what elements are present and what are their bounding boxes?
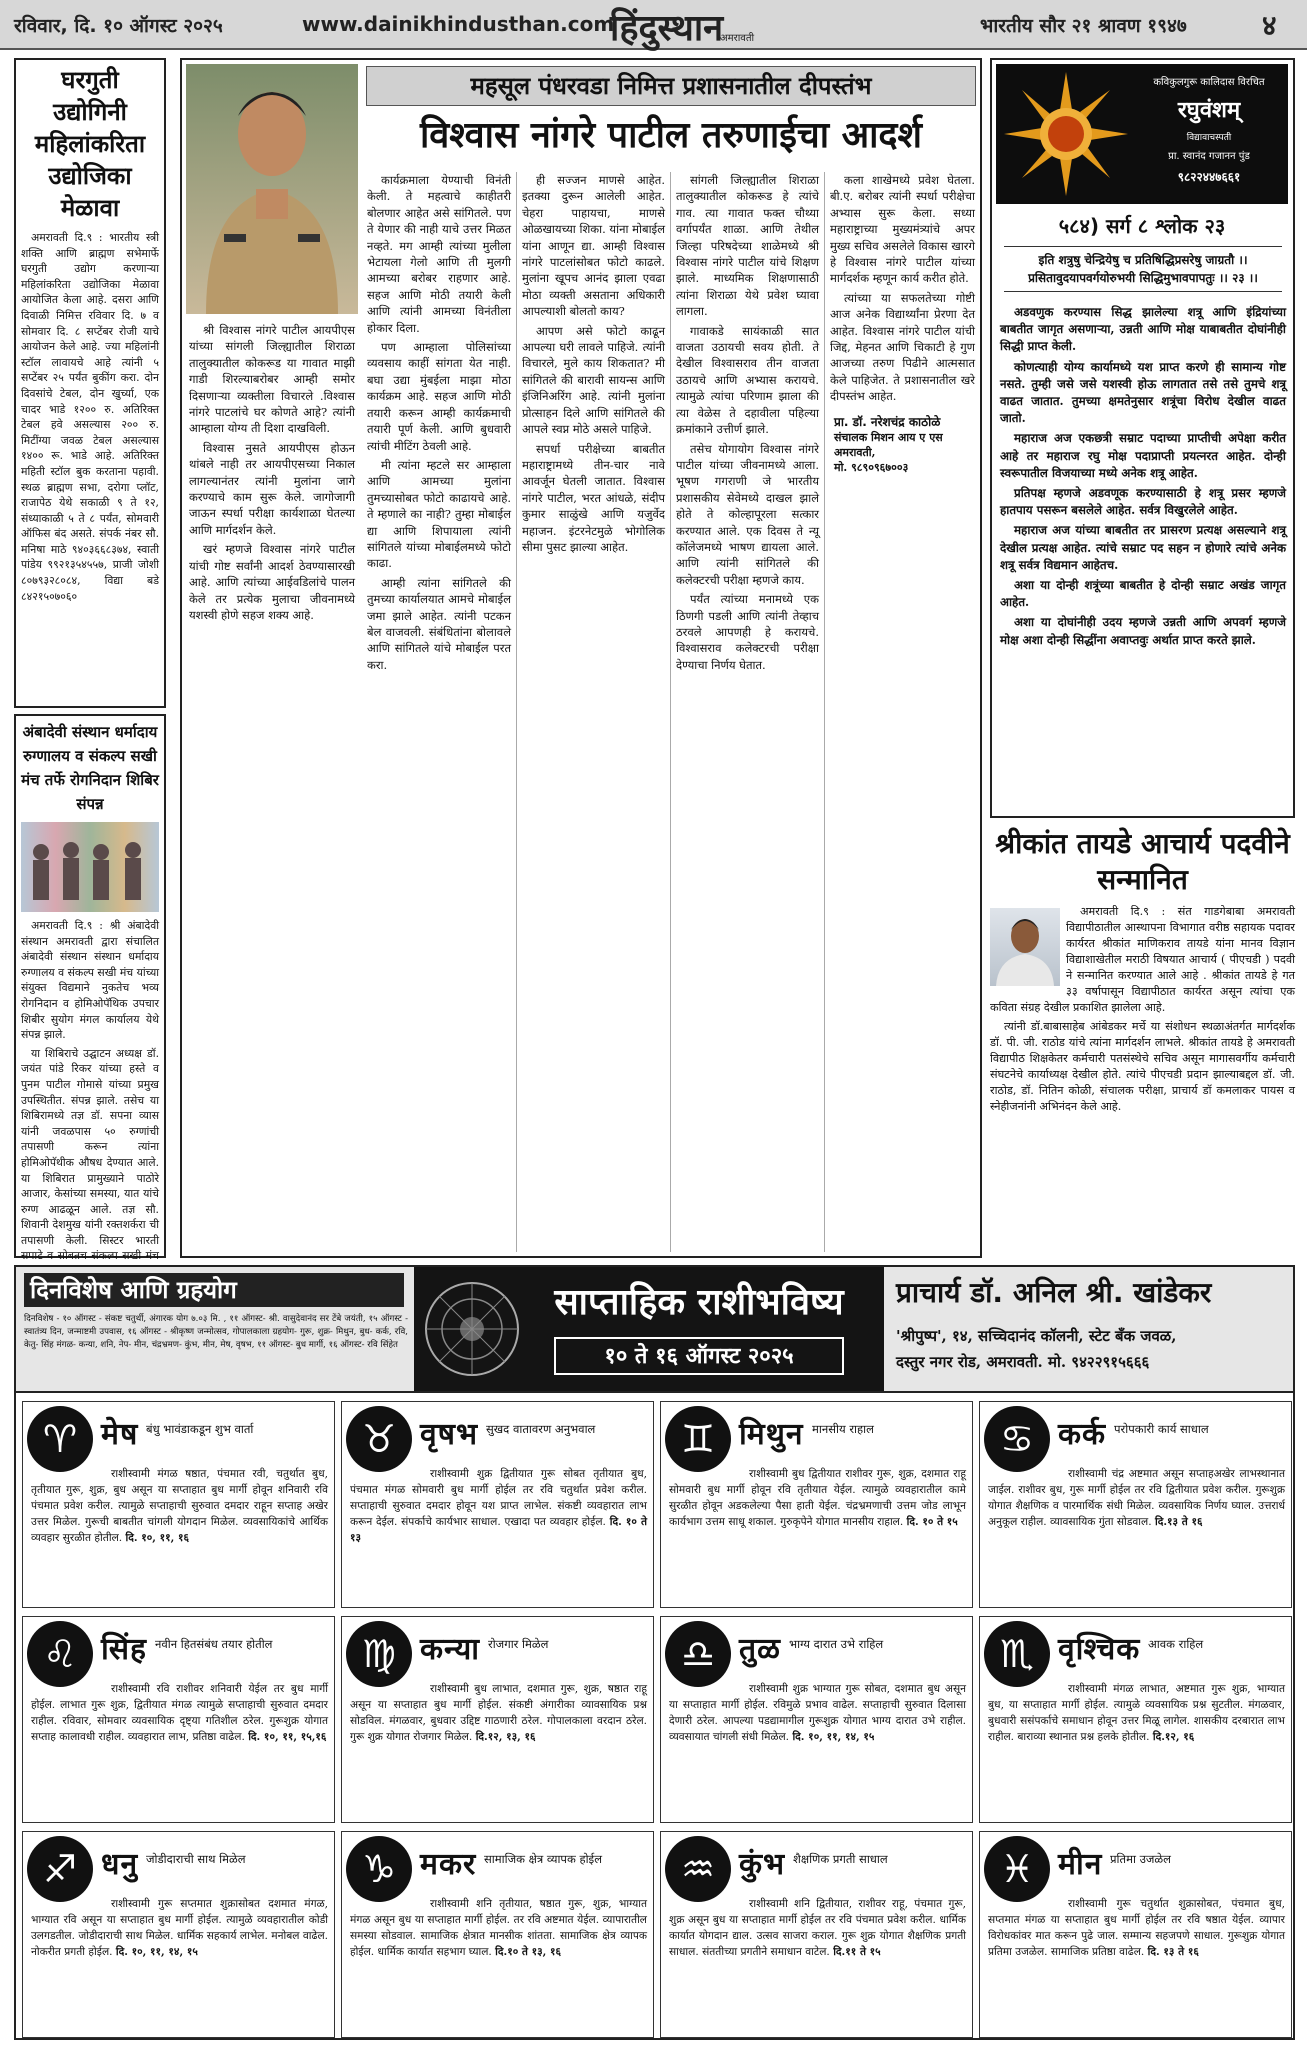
rv-para-2: कोणत्याही योग्य कार्यामध्ये यश प्राप्त करणे ही सामान्य गोष्ट नसते. तुम्ही जसे जसे यशस्वी होऊ लागतात तसे तसे तुमचे शत्रू वाढत जातात. तुमच्या क्षमतेनुसार शत्रूंचा विरोध देखील वाढत जातो. <box>1000 359 1286 426</box>
rashi-card <box>979 1616 1292 1823</box>
tayde-headline: श्रीकांत तायडे आचार्य पदवीने सन्मानित <box>995 827 1290 896</box>
raghuvansham-column <box>990 58 1295 818</box>
page-number: ४ <box>1262 9 1277 42</box>
col3-para-3: तसेच योगायोग विश्वास नांगरे पाटील यांच्या जीवनामध्ये आला. भूषण गगराणी जे भारतीय प्रशासकीय सेवेमध्ये दाखल झाले होते ते कोल्हापूरला सत्कार करण्यात आले. एक दिवस ते न्यू कॉलेजमध्ये भाषण द्यायला आले. आणि त्यांनी सांगितले की कलेक्टरची परीक्षा म्हणजे काय. <box>676 441 819 587</box>
tayde-photo <box>990 908 1060 986</box>
header-date: रविवार, दि. १० ऑगस्ट २०२५ <box>14 15 223 37</box>
left-column <box>14 58 166 1263</box>
rashi-lucky-dates: दि. १०, ११, १४, १५ <box>792 1731 875 1743</box>
rashi-lucky-dates: दि. १०, ११, १४, १५ <box>115 1946 198 1958</box>
ad-title: कविकुलगुरू कालिदास विरचित <box>1153 77 1265 88</box>
rashi-prediction-text: राशीस्वामी शनि द्वितीयात, राशीवर राहू, पंचमात गुरू, शुक्र असून बुध या सप्ताहात मार्गी होईल तर रवि पंचमात प्रवेश करील. धार्मिक कार्यात योगदान द्याल. उत्सव साजरा कराल. गुरू शुक्र योगात शैक्षणिक प्रगती साधाल. संततीच्या प्रगतीने समाधान वाटेल. <box>669 1898 966 1958</box>
zodiac-sign-icon: ♌ <box>27 1621 93 1687</box>
rashi-prediction <box>350 1466 647 1546</box>
rashi-card <box>341 1616 654 1823</box>
rashi-prediction-text: राशीस्वामी मंगळ लाभात, अष्टमात गुरू शुक्र, भाग्यात बुध, या सप्ताहात मार्गी होईल. त्यामुळे व्यवसायिक प्रश्न सुटतील. मंगळवार, बुधवारी ससंपर्काचे समाधान होवून उत्तर मिळू लागेल. शासकीय दरबारात लाभ राहील. बाराव्या स्थानात प्रश्न हलके होतील. <box>988 1683 1285 1743</box>
col3-para-2: गावाकडे सायंकाळी सात वाजता उठायची सवय होती. ते देखील विश्वासराव तीन वाजता उठायचे आणि अभ्यास करायचे. त्यामुळे त्यांचा परिणाम झाला की त्या वेळेस ते दहावीला पहिल्या क्रमांकाने उत्तीर्ण झाले. <box>676 323 819 437</box>
article-kicker: महसूल पंधरवडा निमित्त प्रशासनातील दीपस्तंभ <box>366 66 976 106</box>
rashi-subtitle: नवीन हितसंबंध तयार होतील <box>155 1637 273 1651</box>
rashi-prediction <box>669 1896 966 1960</box>
rashi-prediction <box>988 1681 1285 1745</box>
author-city: अमरावती, <box>834 445 876 459</box>
rashi-card <box>341 1831 654 2038</box>
zodiac-sign-icon: ♎ <box>665 1621 731 1687</box>
rashi-prediction-text: राशीस्वामी चंद्र अष्टमात असून सप्ताहअखेर लाभस्थानात जाईल. राशीवर बुध, गुरू मार्गी होईल तर रवि द्वितीयात प्रवेश करील. गुरूशुक्र योगात शैक्षणिक व पारमार्थिक संधी मिळेल. व्यवसायिक निर्णय घ्याल. उत्तरार्ध अनुकूल राहील. व्यावसायिक गुंता सोडवाल. <box>988 1468 1285 1528</box>
zodiac-sign-icon: ♋ <box>984 1406 1050 1472</box>
rashi-card <box>660 1616 973 1823</box>
rashi-prediction-text: राशीस्वामी बुध लाभात, दशमात गुरू, शुक्र, षष्ठात राहू असून या सप्ताहात बुध मार्गी होईल. संकष्टी अंगारीका व्यावसायिक प्रश्न सोडविल. मंगळवार, बुधवार उद्दिष्ट गाठणारी ठरेल. गोपालकाला वरदान ठरेल. गुरू शुक्र योगात रोजगार मिळेल. <box>350 1683 647 1743</box>
rashi-subtitle: बंधु भावंडाकडून शुभ वार्ता <box>146 1422 254 1436</box>
ad-author: प्रा. स्वानंद गजानन पुंड <box>1168 151 1250 162</box>
rashi-name: धनु <box>101 1847 139 1882</box>
portrait-icon <box>990 908 1060 986</box>
rashi-name: कुंभ <box>739 1847 786 1882</box>
rashi-prediction <box>988 1466 1285 1530</box>
shloka: इति शत्रुषु चेन्द्रियेषु च प्रतिषिद्धिप्रसरेषु जाग्रतौ ।। प्रसितावुदयापवर्गयोरुभयी सिद्धिमुभावपापतुः ।। २३ ।। <box>1004 246 1282 292</box>
rashi-name: तुळ <box>739 1632 781 1667</box>
rashi-subtitle: आवक राहिल <box>1148 1637 1204 1651</box>
col2-para-1: ही सज्जन माणसे आहेत. इतक्या दुरून आलेली आहेत. चेहरा पाहायचा, माणसे ओळखायच्या शिका. यांना मोबाईल यांना आणून द्या. आम्ही विश्वास नांगरे पाटलांसोबत फोटो काढले. मुलांना खूपच आनंद झाला एवढा मोठा व्यक्ती असताना अधिकारी आपल्याशी बोलतो काय? <box>522 173 665 319</box>
author-title: संचालक मिशन आय ए एस <box>834 430 943 444</box>
rashi-name: वृश्चिक <box>1058 1632 1141 1667</box>
rv-para-5: महाराज अज यांच्या बाबतीत तर प्रासरण प्रत्यक्ष असल्याने शत्रू देखील प्रत्यक्ष आहेत. त्यांचे सम्राट पद सहन न होणारे त्यांचे अनेक शत्रू सर्वत्र विद्यमान आहेतच. <box>1000 523 1286 572</box>
rashi-card <box>22 1616 335 1823</box>
rashi-subtitle: परोपकारी कार्य साधाल <box>1114 1422 1209 1436</box>
zodiac-sign-icon: ♓ <box>984 1836 1050 1902</box>
page-header-bar <box>0 0 1307 50</box>
author-name: प्रा. डॉ. नरेशचंद्र काठोळे <box>834 414 941 429</box>
rashi-name: कर्क <box>1058 1417 1107 1452</box>
ambadevi-body-1: अमरावती दि.९ : श्री अंबादेवी संस्थान अमरावती द्वारा संचालित अंबादेवी संस्थान संस्थान धर्मादाय रुग्णालय व संकल्प सखी मंच यांच्या संयुक्त विद्यमाने नुकतेच भव्य रोगनिदान व होमिओपॅथिक उपचार शिबीर सुयोग मंगल कार्यालय येथे संपन्न झाले. <box>21 919 159 1042</box>
photo-caption: श्री विश्वास नांगरे पाटील आयपीएस यांच्या सांगली जिल्ह्यातील शिराळा तालुक्यातील कोकरूड या गावात माझी गाडी शिरल्याबरोबर आम्ही समोर दिसणाऱ्या व्यक्तीला विचारले .विश्वास नांगरे पाटलांचे घर कोणते आहे? त्यांनी आम्हाला योग्य ती दिशा दाखविली. <box>189 323 355 436</box>
article-columns <box>362 172 980 1252</box>
rashi-name: मिथुन <box>739 1417 804 1452</box>
horoscope-section <box>14 1265 1295 2040</box>
zodiac-sign-icon: ♍ <box>346 1621 412 1687</box>
main-col0-extra-1: विश्वास नुसते आयपीएस होऊन थांबले नाही तर आयपीएसच्या निकाल लागल्यानंतर त्यांनी मुलांना जागे करण्याचे काम सुरू केले. जागोजागी जाऊन स्पर्धा परीक्षा कार्यशाळा घेतल्या आणि मार्गदर्शन केले. <box>189 440 355 537</box>
rashi-prediction-text: राशीस्वामी शुक्र भाग्यात गुरू सोबत, दशमात बुध असून या सप्ताहात मार्गी होईल. रविमुळे प्रभाव वाढेल. सप्ताहाची सुरुवात दिलासा देणारी ठरेल. आपल्या पडद्यामागील गुरूशुक्र योगात भाग्य दारात उभे राहील. व्यवसायात चांगली संधी मिळेल. <box>669 1683 966 1743</box>
group-photo-icon <box>21 822 161 912</box>
rashi-prediction-text: राशीस्वामी गुरू सप्तमात शुक्रासोबत दशमात मंगळ, भाग्यात रवि असून या सप्ताहात बुध मार्गी होईल. त्यामुळे व्यवहारातील कोडी उलगडतील. जोडीदाराची साथ मिळेल. धार्मिक सहकार्य लाभेल. मनोबल वाढेल. नोकरीत प्रगती होईल. <box>31 1898 328 1958</box>
rashi-card <box>660 1831 973 2038</box>
main-article <box>180 58 982 1258</box>
weekly-title: साप्ताहिक राशीभविष्य <box>554 1281 844 1323</box>
author-phone: मो. ९८९०९६७००३ <box>834 460 909 474</box>
rashi-prediction <box>31 1896 328 1960</box>
rashi-subtitle: भाग्य दारात उभे राहिल <box>789 1637 884 1651</box>
col1-para-4: आम्ही त्यांना सांगितले की तुमच्या कार्यालयात आमचे मोबाईल जमा झाले आहेत. त्यांनी पटकन बेल वाजवली. संबंधितांना बोलावले आणि सांगितले यांचे मोबाईल परत करा. <box>367 575 511 672</box>
rashi-prediction <box>669 1681 966 1745</box>
rashi-card <box>341 1401 654 1608</box>
rashi-name: वृषभ <box>420 1417 479 1452</box>
rashi-lucky-dates: दि. १३ ते १६ <box>1147 1946 1199 1958</box>
author-signoff <box>830 413 975 475</box>
rashi-prediction-text: राशीस्वामी गुरू चतुर्थात शुक्रासोबत, पंचमात बुध, सप्तमात मंगळ या सप्ताहात बुध मार्गी होईल तर रवि षष्ठात येईल. व्यापार विरोधकांवर मात करून पुढे जाल. सम्मान्य सहजपणे साधाल. गुरूशुक्र योगात प्रतिमा उजळेल. सामाजिक प्रतिष्ठा वाढेल. <box>988 1898 1285 1958</box>
ad-sub: विद्यावाचस्पती <box>1186 133 1232 143</box>
rashi-name: कन्या <box>420 1632 481 1667</box>
portrait-icon <box>186 64 358 314</box>
rv-para-4: प्रतिपक्ष म्हणजे अडवणूक करण्यासाठी हे शत्रू प्रसर म्हणजे हातपाय पसरून बसलेले आहेत. सर्वत्र विखुरलेले आहेत. <box>1000 486 1286 518</box>
zodiac-wheel-icon <box>422 1279 522 1379</box>
rashi-lucky-dates: दि. १० ते १५ <box>906 1516 958 1528</box>
rashi-prediction-text: राशीस्वामी बुध द्वितीयात राशीवर गुरू, शुक्र, दशमात राहू सोमवारी बुध मार्गी होवून रवि तृतीयात येईल. त्यामुळे व्यवहारातील कामे सुरळीत होवून अडकलेल्या पैसा हाती येईल. चंद्रभ्रमणाची उत्तम जोड लाभून कार्यभाग उत्तम साधू शकाल. गुरुकृपेने योगात मानसीय राहाल. <box>669 1468 966 1528</box>
zodiac-sign-icon: ♊ <box>665 1406 731 1472</box>
zodiac-sign-icon: ♑ <box>346 1836 412 1902</box>
zodiac-sign-icon: ♐ <box>27 1836 93 1902</box>
weekly-banner <box>414 1267 884 1391</box>
rashi-prediction-text: राशीस्वामी मंगळ षष्ठात, पंचमात रवी, चतुर्थात बुध, तृतीयात गुरू, शुक्र, बुध असून या सप्ताहात बुध मार्गी होवून शनिवारी रवि पंचमात प्रवेश करील. त्यामुळे सप्ताहाची सुरुवात दमदार राहून सप्ताह अखेर उत्तर मिळेल. गुरूची बाबतीत चांगली योगदान मिळेल. व्यवसायिकांचे आर्थिक व्यवहार सुरळीत होतील. <box>31 1468 328 1544</box>
rashi-name: मेष <box>101 1417 139 1452</box>
rashi-subtitle: प्रतिमा उजळेल <box>1110 1852 1171 1866</box>
zodiac-sign-icon: ♈ <box>27 1406 93 1472</box>
rashi-lucky-dates: दि. १०, ११, १६ <box>125 1532 190 1544</box>
horoscope-header <box>16 1267 1293 1393</box>
ambadevi-photo <box>21 822 159 912</box>
col1-para-2: पण आम्हाला पोलिसांच्या व्यवसाय काहीं सांगता येत नाही. बघा उद्या मुंबईला माझा मोठा कार्यक्रम आहे. सहज आणि मोठी तयारी करून आम्ही कार्यक्रमाची तयारी पूर्ण केली. आणि बुधवारी त्यांची मीटिंग ठेवली आहे. <box>367 340 511 453</box>
rashi-name: मकर <box>420 1847 477 1882</box>
rashi-prediction <box>31 1681 328 1745</box>
rashi-prediction-text: राशीस्वामी शुक्र द्वितीयात गुरू सोबत तृतीयात बुध, पंचमात मंगळ सोमवारी बुध मार्गी होईल तर रवि चतुर्थात प्रवेश करील. सप्ताहाची सुरुवात दमदार होवून यश प्राप्त लाभेल. संकष्टी व्यवहारात लाभ करून देईल. संपर्काचे कार्यभार साधाल. एखादा पत व्यवहार होईल. <box>350 1468 647 1528</box>
rashi-prediction <box>669 1466 966 1530</box>
article-column-2 <box>516 172 670 1252</box>
rashi-subtitle: रोजगार मिळेल <box>488 1637 549 1651</box>
col4-para-2: त्यांच्या या सफलतेच्या गोष्टी आज अनेक विद्यार्थ्यांना प्रेरणा देत आहेत. विश्वास नांगरे पाटील यांची जिद्द, मेहनत आणि चिकाटी हे गुण आजच्या तरुण पिढीने आत्मसात केले पाहिजेत. ते प्रशासनातील खरे दीपस्तंभ आहेत. <box>830 290 975 404</box>
ad-name: रघुवंशम् <box>1177 97 1241 123</box>
masthead-edition: अमरावती <box>720 33 755 44</box>
officer-photo <box>186 64 358 314</box>
zodiac-sign-icon: ♉ <box>346 1406 412 1472</box>
sarg-heading: ५८४) सर्ग ८ श्लोक २३ <box>1058 214 1226 238</box>
rashi-card <box>660 1401 973 1608</box>
raghuvansham-body <box>1000 304 1286 652</box>
astrologer-addr-2: दस्तुर नगर रोड, अमरावती. मो. ९४२२९१५६६६ <box>896 1353 1150 1371</box>
rashi-lucky-dates: दि.१० ते १३, १६ <box>495 1946 562 1958</box>
dinvishesh-title: दिनविशेष आणि ग्रहयोग <box>24 1273 404 1307</box>
astrologer-name: प्राचार्य डॉ. अनिल श्री. खांडेकर <box>896 1276 1212 1309</box>
ambadevi-headline: अंबादेवी संस्थान धर्मादाय रुग्णालय व संकल्प सखी मंच तर्फे रोगनिदान शिबिर संपन्न <box>21 723 159 813</box>
rv-para-6: अशा या दोन्ही शत्रूंच्या बाबतीत हे दोन्ही सम्राट अखंड जागृत आहेत. <box>1000 578 1286 610</box>
rashi-subtitle: जोडीदाराची साथ मिळेल <box>146 1852 246 1866</box>
rashi-card <box>979 1831 1292 2038</box>
col3-para-4: पर्यंत त्यांच्या मनामध्ये एक ठिणगी पडली आणि त्यांनी तेव्हाच ठरवले आपणही हे करायचे. विश्वासराव कलेक्टरची परीक्षा देण्याचा निर्णय घेतात. <box>676 592 819 672</box>
rashi-lucky-dates: दि.१२, १३, १६ <box>475 1731 536 1743</box>
rashi-lucky-dates: दि.१३ ते १६ <box>1154 1516 1203 1528</box>
zodiac-sign-icon: ♏ <box>984 1621 1050 1687</box>
header-website[interactable]: www.dainikhindusthan.com <box>302 12 615 36</box>
article-column-3 <box>670 172 824 1252</box>
rashi-subtitle: मानसीय राहाल <box>812 1422 874 1436</box>
rashi-prediction <box>31 1466 328 1546</box>
ad-phone: ९८२२४४७६६१ <box>1177 170 1241 184</box>
rashi-lucky-dates: दि.१२, १६ <box>1152 1731 1195 1743</box>
ambadevi-body-2: या शिबिराचे उद्घाटन अध्यक्ष डॉ. जयंत पांडे रिकर यांच्या हस्ते व पुनम पाटील गोमासे यांच्या प्रमुख उपस्थितीत. संपन्न झाले. तसेच या शिबिरामध्ये तज्ञ डॉ. सपना व्यास यांनी जवळपास ५० रुग्णांची तपासणी करून त्यांना होमिओपॅथीक औषध देण्यात आले. या शिबिरात प्रामुख्याने पाठोरे आजार, केसांच्या समस्या, यात यांचे रुग्ण आढळून आले. तज्ञ सौ. शिवानी देशमुख यांनी रक्तशर्करा ची तपासणी केली. सिस्टर भारती सपाटे व सोबतच संकल्प सखी मंच <box>21 1046 159 1263</box>
rashi-prediction-text: राशीस्वामी रवि राशीवर शनिवारी येईल तर बुध मार्गी होईल. लाभात गुरू शुक्र, द्वितीयात मंगळ त्यामुळे सप्ताहाची सुरुवात दमदार राहील. रविवार, सोमवार व्यवसायिक दृष्ट्या गतिशील ठरेल. गुरूशुक्र योगात सप्ताह कालावधी राहील. व्यवहारात लाभ, प्रतिष्ठा वाढेल. <box>31 1683 328 1743</box>
col3-para-1: सांगली जिल्ह्यातील शिराळा तालुक्यातील कोकरूड हे त्यांचे गाव. त्या गावात फक्त चौथ्या वर्गापर्यंत शाळा. आणि तेथील जिल्हा परिषदेच्या शाळेमध्ये श्री विश्वास नांगरे पाटील यांचे शिक्षण झाले. माध्यमिक शिक्षणासाठी त्यांना शिराळा येथे प्रवेश घ्यावा लागला. <box>676 173 819 319</box>
col4-para-1: कला शाखेमध्ये प्रवेश घेतला. बी.ए. बरोबर त्यांनी स्पर्धा परीक्षेचा अभ्यास सुरू केला. सध्या महाराष्ट्राच्या मुख्यमंत्र्यांचे अपर मुख्य सचिव असलेले विकास खारगे हे विश्वास नांगरे पाटील यांच्या मार्गदर्शक म्हणून कार्य करीत होते. <box>830 173 975 286</box>
zodiac-sign-icon: ♒ <box>665 1836 731 1902</box>
rashi-name: सिंह <box>101 1632 147 1667</box>
rashi-card <box>22 1831 335 2038</box>
tayde-para-1: अमरावती दि.९ : संत गाडगेबाबा अमरावती विद्यापीठातील आस्थापना विभागात वरीष्ठ सहायक पदावर कार्यरत श्रीकांत माणिकराव तायडे यांना मानव विज्ञान विद्याशाखेतील मराठी विषयात आचार्य ( पीएचडी ) पदवी ने सन्मानित करण्यात आले आहे . श्रीकांत तायडे हे गत ३३ वर्षापासून विद्यापीठात कार्यरत असून त्यांचा एक कविता संग्रह देखील प्रकाशित झालेला आहे. <box>990 905 1295 1014</box>
main-col0-extra-2: खरं म्हणजे विश्वास नांगरे पाटील यांची गोष्ट सर्वांनी आदर्श ठेवण्यासारखी आहे. आणि त्यांच्या आईवडिलांचे पालन केले तर प्रत्येक मुलाचा जीवनामध्ये यशस्वी होणे सहज शक्य आहे. <box>189 542 355 622</box>
tayde-para-2: त्यांनी डॉ.बाबासाहेब आंबेडकर मर्चे या संशोधन स्थळाअंतर्गत मार्गदर्शक डॉ. पी. जी. राठोड यांचे त्यांना मार्गदर्शन लाभले. श्रीकांत तायडे हे अमरावती विद्यापीठ शिक्षकेतर कर्मचारी पतसंस्थेचे सचिव असून मागासवर्गीय कर्मचारी संघटनेचे कार्याध्यक्ष देखील होते. त्यांचे पीएचडी प्रदान झाल्याबद्दल डॉ. जी. राठोड, डॉ. नितिन कोळी, संचालक परीक्षा, प्राचार्य डॉ कमलाकर पायस व स्नेहीजनांनी अभिनंदन केले आहे. <box>990 1020 1295 1113</box>
rashi-lucky-dates: दि. १०, ११, १५,१६ <box>248 1731 327 1743</box>
weekly-dates: १० ते १६ ऑगस्ट २०२५ <box>554 1337 844 1375</box>
ambadevi-story <box>14 714 166 1263</box>
rashi-lucky-dates: दि. १० ते १३ <box>350 1516 647 1544</box>
rashi-prediction <box>988 1896 1285 1960</box>
tayde-story <box>990 826 1295 1258</box>
header-saur-date: भारतीय सौर २१ श्रावण १९४७ <box>980 15 1187 37</box>
article-column-4 <box>824 172 980 1252</box>
sun-icon <box>1002 70 1130 198</box>
rashi-prediction-text: राशीस्वामी शनि तृतीयात, षष्ठात गुरू, शुक्र, भाग्यात मंगळ असून बुध या सप्ताहात मार्गी होईल. तर रवि अष्टमात येईल. व्यापारातील समस्या सोडवाल. सामाजिक क्षेत्रात मानसीक शांतता. सामाजिक क्षेत्र व्यापक होईल. धार्मिक कार्यात सहभाग घ्याल. <box>350 1898 647 1958</box>
rashi-prediction <box>350 1896 647 1960</box>
rashi-lucky-dates: दि.११ ते १५ <box>833 1946 881 1958</box>
astrologer-addr-1: 'श्रीपुष्प', १४, सच्चिदानंद कॉलनी, स्टेट बँक जवळ, <box>896 1327 1177 1345</box>
rashi-card <box>979 1401 1292 1608</box>
dinvishesh-text: दिनविशेष - १० ऑगस्ट - संकष्ट चतुर्थी, अंगारक योग ७.०३ मि. , ११ ऑगस्ट- श्री. वासुदेवानंद सर टेंबे जयंती, १५ ऑगस्ट - स्वातंत्र्य दिन, जन्माष्टमी उपवास, १६ ऑगस्ट - श्रीकृष्ण जन्मोत्सव, गोपालकाला ग्रहयोग- गुरू, शुक्र- मिथुन, बुध- कर्क, रवि, केतु- सिंह मंगळ- कन्या, शनि, नेप- मीन, चंद्रभ्रमण- कुंभ, मीन, मेष, वृषभ, ११ ऑगस्ट- बुध मार्गी, १६ ऑगस्ट- रवि सिंहेत <box>24 1314 408 1350</box>
rv-para-3: महाराज अज एकछत्री सम्राट पदाच्या प्राप्तीची अपेक्षा करीत आहे तर महाराज रघु मोक्ष पदाप्राप्ती प्रयत्नरत आहेत. दोन्ही स्वरूपातील विजयाच्या मध्ये अनेक शत्रू आहेत. <box>1000 431 1286 480</box>
col1-para-3: मी त्यांना म्हटले सर आम्हाला आणि आमच्या मुलांना तुमच्यासोबत फोटो काढायचे आहे. ते म्हणाले का नाही? तुम्हा मोबाईल द्या आणि शिपायाला त्यांनी सांगितले यांच्या मोबाईलमध्ये फोटो काढा. <box>367 457 511 571</box>
col1-para-1: कार्यक्रमाला येण्याची विनंती केली. ते महत्वाचे काहीतरी बोलणार आहेत असे सांगितले. पण ते येणार की नाही याचे उत्तर मिळत नव्हते. मग आम्ही त्यांच्या मुलीला भेटायला गेलो आणि ती मुलगी आमच्या बरोबर राहणार आहे. सहज आणि मोठी तयारी केली आणि त्यांनी आमच्या विनंतीला होकार दिला. <box>367 173 511 335</box>
masthead-logo: हिंदुस्थान <box>610 7 724 49</box>
udyojika-headline: घरगुती उद्योगिनी महिलांकरिता उद्योजिका मेळावा <box>34 66 146 222</box>
rashi-subtitle: सामाजिक क्षेत्र व्यापक होईल <box>484 1852 602 1866</box>
udyojika-story <box>14 58 166 708</box>
rv-para-1: अडवणुक करण्यास सिद्ध झालेल्या शत्रू आणि इंद्रियांच्या बाबतीत जागृत असणाऱ्या, उन्नती आणि मोक्ष याबाबतीत दोघांनीही सिद्धी प्राप्त केली. <box>1000 305 1286 354</box>
udyojika-body: अमरावती दि.९ : भारतीय स्त्री शक्ति आणि ब्राह्मण सभेमार्फे घरगुती उद्योग करणाऱ्या महिलांकरिता उद्योजिका मेळावा आयोजित केला आहे. दसरा आणि दिवाळी निमित्त रविवार दि. ७ व सोमवार दि. ८ सप्टेंबर रोजी याचे आयोजन केले आहे. ज्या महिलांनी स्टॉल लावायचे आहे त्यांनी ५ सप्टेंबर २५ पर्यंत बुकींग करा. दोन दिवसांचे टेबल, दोन खुर्च्या, एक चादर भाडे १२०० रु. अतिरिक्त टेबल हवे असल्यास २०० रु. मिटींग्या जवळ टेबल असल्यास १४०० रू. भाडे आहे. अतिरिक्त महिती स्टॉल बुक करताना पहावी. स्थळ ब्राह्मण सभा, दरोगा प्लॉट, राजापेठ येथे सकाळी ९ ते १२, संध्याकाळी ५ ते ८ पर्यंत, सोमवारी ऑफिस बंद असते. संपर्क नंबर सौ. मनिषा माठे ९४०३६६८३७४, स्वाती पांडेय ९९२१३५४५५७, प्राजी जोशी ८०७९३२८०८४, विद्या बडे ८४२१५०७०६० <box>21 231 159 603</box>
rashi-card <box>22 1401 335 1608</box>
photo-caption-column <box>186 322 358 1252</box>
col2-para-3: सपर्धा परीक्षेच्या बाबतीत महाराष्ट्रामध्ये तीन-चार नावे आवर्जून घेतली जातात. विश्वास नांगरे पाटील, भरत आंधळे, संदीप कुमार साळुंखे आणि यजुर्वेद महाजन. इंटरनेटमुळे भोगोलिक सीमा पुसट झाल्या आहेत. <box>522 441 665 554</box>
rashi-subtitle: शैक्षणिक प्रगती साधाल <box>793 1852 888 1866</box>
article-headline: विश्वास नांगरे पाटील तरुणाईचा आदर्श <box>419 114 923 156</box>
raghuvansham-banner <box>996 64 1288 204</box>
rashi-subtitle: सुखद वातावरण अनुभवाल <box>486 1422 596 1436</box>
rashi-prediction <box>350 1681 647 1745</box>
rashi-name: मीन <box>1058 1847 1103 1882</box>
col2-para-2: आपण असे फोटो काढून आपल्या घरी लावले पाहिजे. त्यांनी विचारले, मुले काय शिकतात? मी सांगितले की बारावी सायन्स आणि इंजिनिअरिंग आहे. त्यांनी मुलांना प्रोत्साहन दिले आणि सांगितले की आपले स्वप्न मोठे असले पाहिजे. <box>522 323 665 437</box>
rv-para-7: अशा या दोघांनीही उदय म्हणजे उन्नती आणि अपवर्ग म्हणजे मोक्ष अशा दोन्ही सिद्धींना अवाप्तवुः अर्थात प्राप्त करते झाले. <box>1000 615 1286 647</box>
article-column-1 <box>362 172 516 1252</box>
